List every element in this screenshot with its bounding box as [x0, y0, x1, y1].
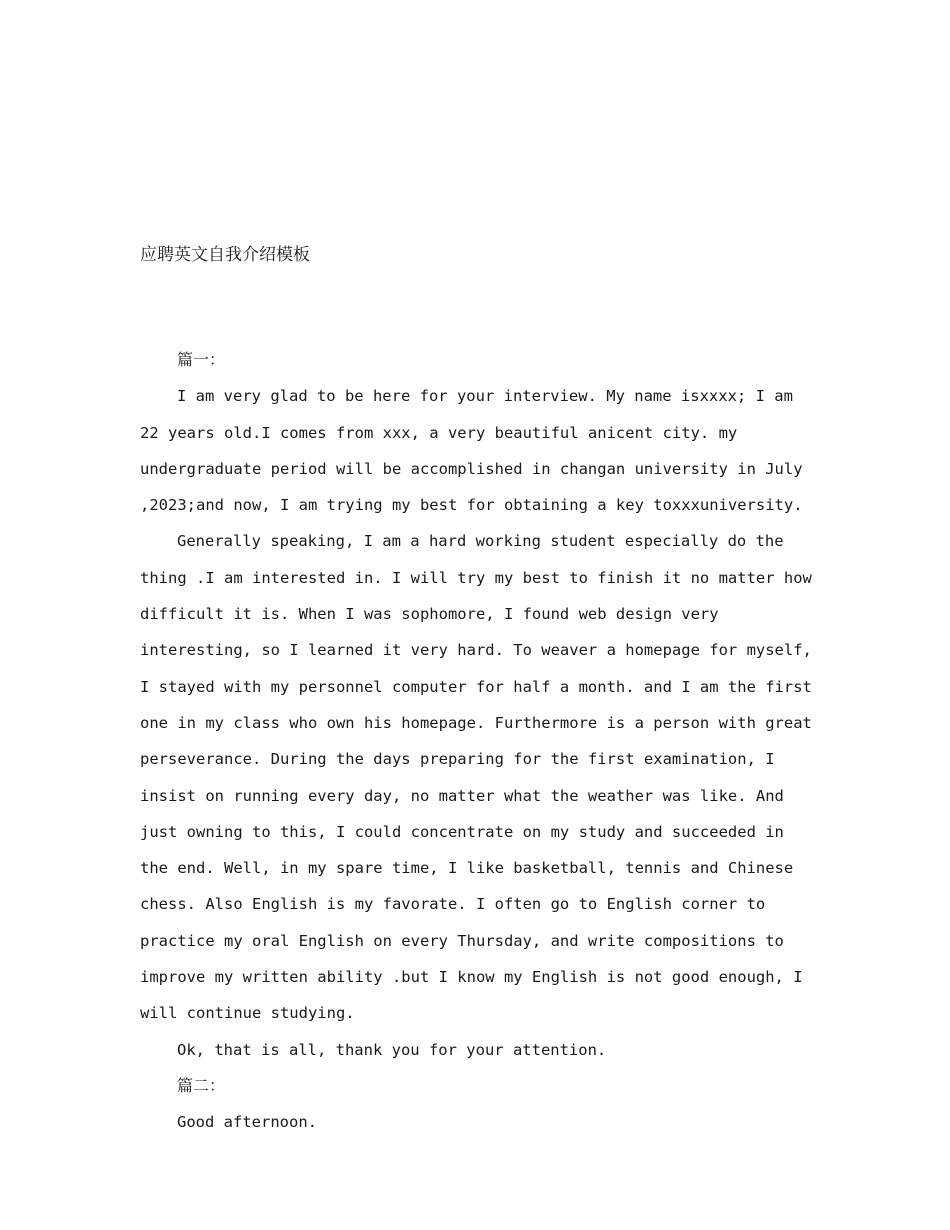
paragraph-2-line: will continue studying. [140, 1004, 355, 1023]
paragraph-3: Ok, that is all, thank you for your attention. [177, 1040, 607, 1059]
paragraph-4: Good afternoon. [177, 1113, 317, 1132]
paragraph-2-line: chess. Also English is my favorate. I often go to English corner to [140, 895, 766, 914]
paragraph-2-line: the end. Well, in my spare time, I like basketball, tennis and Chinese [140, 859, 794, 878]
paragraph-1-line: ,2023;and now, I am trying my best for obtaining a key toxxxuniversity. [140, 496, 803, 515]
document-body [140, 342, 820, 1141]
paragraph-2-line: one in my class who own his homepage. Furthermore is a person with great [140, 713, 812, 732]
section-heading-1: 篇一： [177, 350, 226, 369]
paragraph-2-line: I stayed with my personnel computer for half a month. and I am the first [140, 677, 812, 696]
paragraph-2-line: practice my oral English on every Thursday, and write compositions to [140, 931, 784, 950]
paragraph-2-line: insist on running every day, no matter what the weather was like. And [140, 786, 784, 805]
paragraph-2-line: thing .I am interested in. I will try my best to finish it no matter how [140, 568, 812, 587]
paragraph-2-line: Generally speaking, I am a hard working student especially do the [177, 532, 784, 551]
paragraph-2-line: just owning to this, I could concentrate on my study and succeeded in [140, 822, 784, 841]
paragraph-1-line: undergraduate period will be accomplished in changan university in July [140, 459, 803, 478]
paragraph-2-line: perseverance. During the days preparing for the first examination, I [140, 750, 775, 769]
paragraph-1-line: I am very glad to be here for your interview. My name isxxxx; I am [177, 387, 793, 406]
paragraph-2-line: improve my written ability .but I know my English is not good enough, I [140, 968, 803, 987]
document-title: 应聘英文自我介绍模板 [140, 245, 310, 265]
paragraph-2-line: difficult it is. When I was sophomore, I found web design very [140, 605, 719, 624]
paragraph-2-line: interesting, so I learned it very hard. To weaver a homepage for myself, [140, 641, 812, 660]
section-heading-2: 篇二： [177, 1075, 226, 1095]
paragraph-1-line: 22 years old.I comes from xxx, a very beautiful anicent city. my [140, 423, 738, 442]
